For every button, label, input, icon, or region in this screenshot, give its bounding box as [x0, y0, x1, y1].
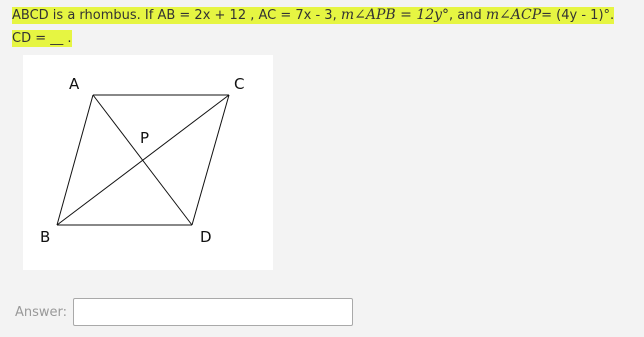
question-line-1	[12, 7, 614, 24]
question-text-part3: = (4y - 1)°.	[541, 8, 615, 23]
answer-input[interactable]	[73, 298, 353, 326]
side-cd	[192, 95, 229, 225]
vertex-label-c: C	[234, 75, 245, 93]
vertex-label-a: A	[69, 75, 80, 93]
side-ba	[57, 95, 93, 225]
angle-acp-expression: m∠ACP	[485, 7, 542, 23]
question-line-2: CD = __ .	[12, 31, 72, 46]
question-text-part1: ABCD is a rhombus. If AB = 2x + 12 , AC = 7x - 3,	[12, 8, 341, 23]
question-text	[12, 4, 632, 50]
rhombus-diagram	[23, 55, 273, 270]
rhombus-figure	[23, 55, 273, 270]
answer-row	[15, 297, 353, 327]
diagonal-bc	[57, 95, 229, 225]
angle-apb-expression: m∠APB = 12y°	[340, 7, 450, 23]
answer-label: Answer:	[15, 304, 68, 320]
vertex-label-d: D	[200, 228, 212, 246]
point-label-p: P	[140, 129, 150, 147]
question-text-part2: , and	[449, 8, 486, 23]
vertex-label-b: B	[40, 228, 51, 246]
